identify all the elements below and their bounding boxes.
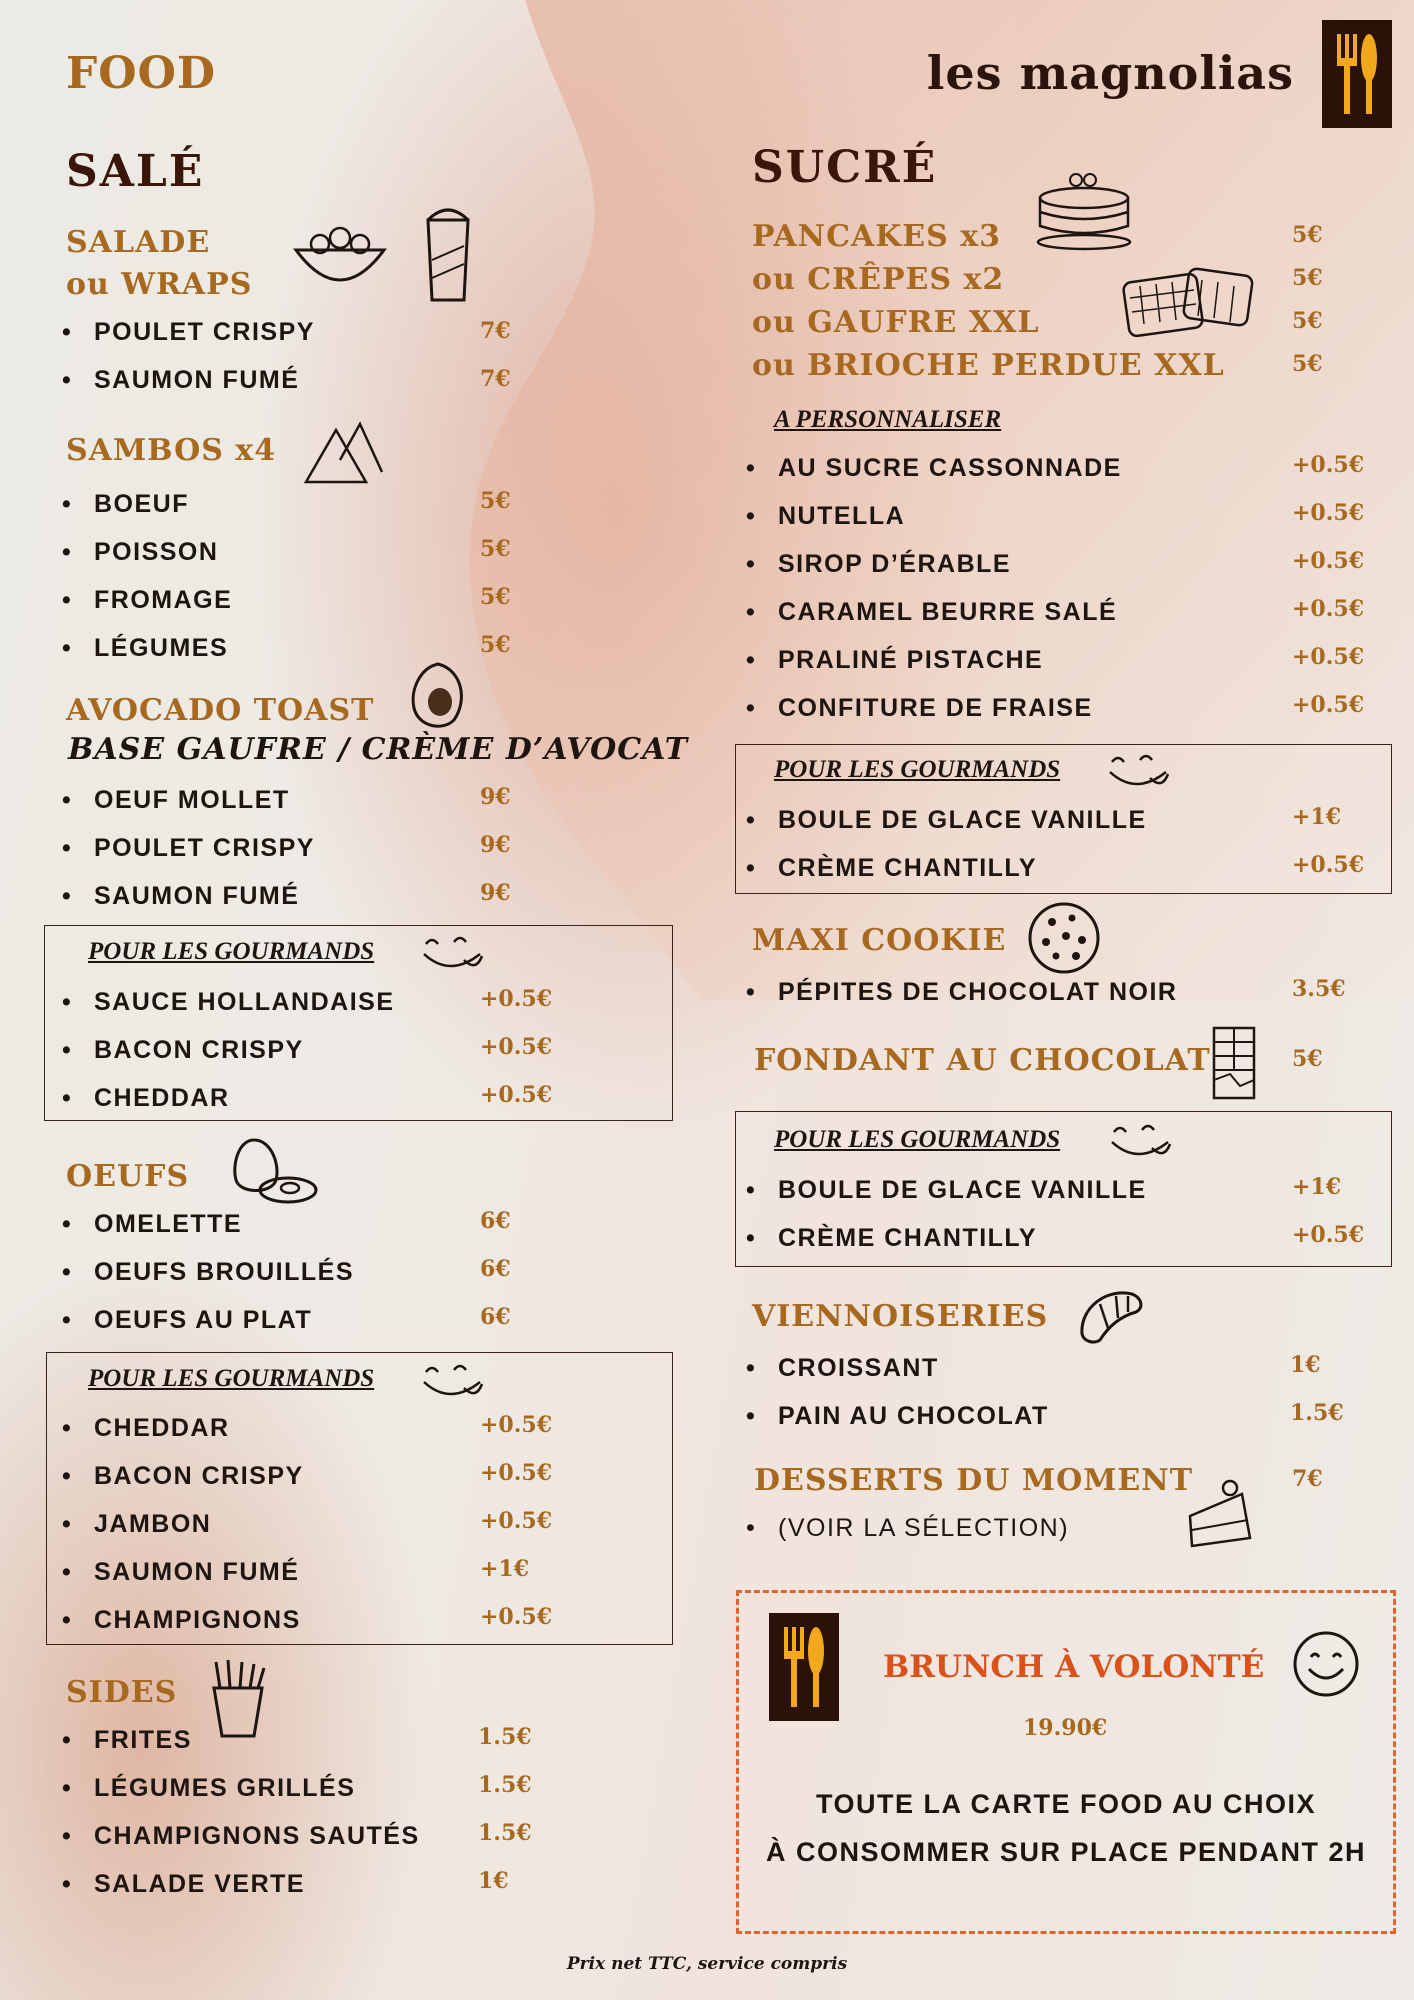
desserts-title: DESSERTS DU MOMENT (754, 1463, 1194, 1498)
list-item: • SAUMON FUMÉ (94, 882, 299, 911)
yummy-face-icon (1106, 750, 1176, 794)
list-item: • AU SUCRE CASSONNADE (778, 454, 1122, 483)
smiley-icon (1291, 1629, 1361, 1699)
salade-title (66, 222, 252, 306)
brand-name: les magnolias (926, 46, 1294, 100)
yummy-face-icon (420, 1360, 490, 1404)
gourmands-title: POUR LES GOURMANDS (88, 938, 375, 965)
item-price: +1€ (1292, 804, 1342, 830)
list-item: • (VOIR LA SÉLECTION) (778, 1514, 1069, 1543)
item-price: 5€ (1292, 308, 1323, 334)
item-price: +0.5€ (480, 986, 553, 1012)
item-price: 1€ (478, 1868, 509, 1894)
fondant-title: FONDANT AU CHOCOLAT (754, 1043, 1211, 1078)
item-price: +0.5€ (480, 1508, 553, 1534)
item-price: +0.5€ (1292, 1222, 1365, 1248)
fork-spoon-icon (780, 1621, 828, 1713)
list-item: • SAUMON FUMÉ (94, 366, 299, 395)
item-price: 6€ (480, 1256, 511, 1282)
item-price: +0.5€ (1292, 644, 1365, 670)
list-item: • BACON CRISPY (94, 1462, 304, 1491)
oeufs-gourmands-box (46, 1352, 673, 1645)
sale-title: SALÉ (66, 146, 205, 197)
item-price: +1€ (1292, 1174, 1342, 1200)
list-item: • BACON CRISPY (94, 1036, 304, 1065)
item-price: 1.5€ (478, 1772, 532, 1798)
item-price: 5€ (1292, 222, 1323, 248)
item-price: 9€ (480, 832, 511, 858)
list-item: • POULET CRISPY (94, 834, 315, 863)
item-price: +0.5€ (480, 1460, 553, 1486)
samosa-icon (300, 420, 386, 488)
list-item: • CHAMPIGNONS (94, 1606, 301, 1635)
list-item: • SAUCE HOLLANDAISE (94, 988, 395, 1017)
gourmands-title: POUR LES GOURMANDS (774, 1126, 1061, 1153)
pancakes-icon (1034, 168, 1134, 252)
list-item: • CROISSANT (778, 1354, 939, 1383)
brunch-line-1: TOUTE LA CARTE FOOD AU CHOIX (816, 1789, 1316, 1819)
personnaliser-title: A PERSONNALISER (774, 406, 1002, 433)
item-price: +0.5€ (1292, 452, 1365, 478)
list-item: • CARAMEL BEURRE SALÉ (778, 598, 1117, 627)
list-item: • CHEDDAR (94, 1414, 230, 1443)
brunch-price: 19.90€ (1023, 1715, 1108, 1741)
list-item: • PAIN AU CHOCOLAT (778, 1402, 1049, 1431)
item-price: 7€ (480, 366, 511, 392)
item-price: 5€ (480, 584, 511, 610)
item-price: 5€ (1292, 351, 1323, 377)
waffle-icon (1120, 262, 1256, 338)
list-item: • OEUF MOLLET (94, 786, 290, 815)
item-price: +0.5€ (1292, 692, 1365, 718)
item-price: 3.5€ (1292, 976, 1346, 1002)
item-price: 1.5€ (478, 1724, 532, 1750)
list-item: • POISSON (94, 538, 218, 567)
sides-title: SIDES (66, 1675, 178, 1710)
footer-note: Prix net TTC, service compris (566, 1954, 848, 1974)
list-item: • OEUFS BROUILLÉS (94, 1258, 354, 1287)
item-price: 5€ (1292, 265, 1323, 291)
item-price: 1€ (1290, 1352, 1321, 1378)
item-price: +0.5€ (1292, 548, 1365, 574)
logo (1322, 20, 1392, 128)
list-item: • CONFITURE DE FRAISE (778, 694, 1093, 723)
yummy-face-icon (420, 932, 490, 976)
salad-bowl-icon (290, 220, 390, 302)
item-price: +0.5€ (1292, 852, 1365, 878)
wrap-icon (420, 200, 476, 306)
fries-icon (206, 1658, 270, 1740)
brunch-title: BRUNCH À VOLONTÉ (883, 1649, 1265, 1685)
gourmands-title: POUR LES GOURMANDS (88, 1365, 375, 1392)
item-price: 5€ (1292, 1046, 1323, 1072)
list-item: • POULET CRISPY (94, 318, 315, 347)
item-price: +0.5€ (480, 1082, 553, 1108)
sucre-base-item: ou CRÊPES x2 (752, 262, 1005, 297)
food-title: FOOD (66, 48, 217, 99)
item-price: 1.5€ (478, 1820, 532, 1846)
item-price: 7€ (480, 318, 511, 344)
cookie-title: MAXI COOKIE (752, 923, 1007, 958)
item-price: +0.5€ (1292, 500, 1365, 526)
item-price: +0.5€ (480, 1604, 553, 1630)
list-item: • SALADE VERTE (94, 1870, 305, 1899)
sambos-title: SAMBOS x4 (66, 433, 277, 468)
list-item: • BOULE DE GLACE VANILLE (778, 1176, 1147, 1205)
list-item: • LÉGUMES (94, 634, 228, 663)
list-item: • OEUFS AU PLAT (94, 1306, 312, 1335)
list-item: • JAMBON (94, 1510, 211, 1539)
list-item: • CRÈME CHANTILLY (778, 1224, 1037, 1253)
sucre-base-item: ou BRIOCHE PERDUE XXL (752, 348, 1225, 383)
item-price: 7€ (1292, 1466, 1323, 1492)
item-price: 5€ (480, 536, 511, 562)
list-item: • SIROP D’ÉRABLE (778, 550, 1011, 579)
sucre-base-item: PANCAKES x3 (752, 219, 1002, 254)
list-item: • CHEDDAR (94, 1084, 230, 1113)
item-price: 1.5€ (1290, 1400, 1344, 1426)
avocado-icon (408, 660, 470, 730)
list-item: • PÉPITES DE CHOCOLAT NOIR (778, 978, 1177, 1007)
list-item: • LÉGUMES GRILLÉS (94, 1774, 355, 1803)
list-item: • CRÈME CHANTILLY (778, 854, 1037, 883)
cake-slice-icon (1184, 1476, 1256, 1552)
brunch-box (736, 1590, 1396, 1934)
list-item: • CHAMPIGNONS SAUTÉS (94, 1822, 420, 1851)
item-price: +0.5€ (1292, 596, 1365, 622)
list-item: • FRITES (94, 1726, 192, 1755)
chocolate-bar-icon (1210, 1024, 1258, 1102)
fork-spoon-icon (1333, 28, 1381, 120)
item-price: +0.5€ (480, 1412, 553, 1438)
yummy-face-icon (1108, 1120, 1178, 1164)
list-item: • BOEUF (94, 490, 189, 519)
item-price: 5€ (480, 632, 511, 658)
egg-icon (228, 1136, 320, 1206)
list-item: • OMELETTE (94, 1210, 242, 1239)
item-price: 6€ (480, 1208, 511, 1234)
list-item: • SAUMON FUMÉ (94, 1558, 299, 1587)
oeufs-title: OEUFS (66, 1159, 190, 1194)
avocado-title: AVOCADO TOAST (66, 693, 375, 728)
list-item: • BOULE DE GLACE VANILLE (778, 806, 1147, 835)
item-price: +1€ (480, 1556, 530, 1582)
sucre-title: SUCRÉ (752, 142, 938, 193)
cookie-icon (1026, 900, 1102, 976)
item-price: 6€ (480, 1304, 511, 1330)
salade-title-line2: ou WRAPS (66, 267, 253, 302)
gourmands-title: POUR LES GOURMANDS (774, 756, 1061, 783)
sucre-base-item: ou GAUFRE XXL (752, 305, 1040, 340)
list-item: • FROMAGE (94, 586, 232, 615)
salade-title-line1: SALADE (66, 225, 211, 260)
item-price: +0.5€ (480, 1034, 553, 1060)
item-price: 9€ (480, 784, 511, 810)
item-price: 5€ (480, 488, 511, 514)
croissant-icon (1076, 1284, 1146, 1344)
list-item: • PRALINÉ PISTACHE (778, 646, 1043, 675)
avocado-subtitle: BASE GAUFRE / CRÈME D’AVOCAT (68, 732, 689, 767)
item-price: 9€ (480, 880, 511, 906)
list-item: • NUTELLA (778, 502, 905, 531)
logo (769, 1613, 839, 1721)
viennoiseries-title: VIENNOISERIES (752, 1299, 1049, 1334)
brunch-line-2: À CONSOMMER SUR PLACE PENDANT 2H (765, 1837, 1367, 1867)
